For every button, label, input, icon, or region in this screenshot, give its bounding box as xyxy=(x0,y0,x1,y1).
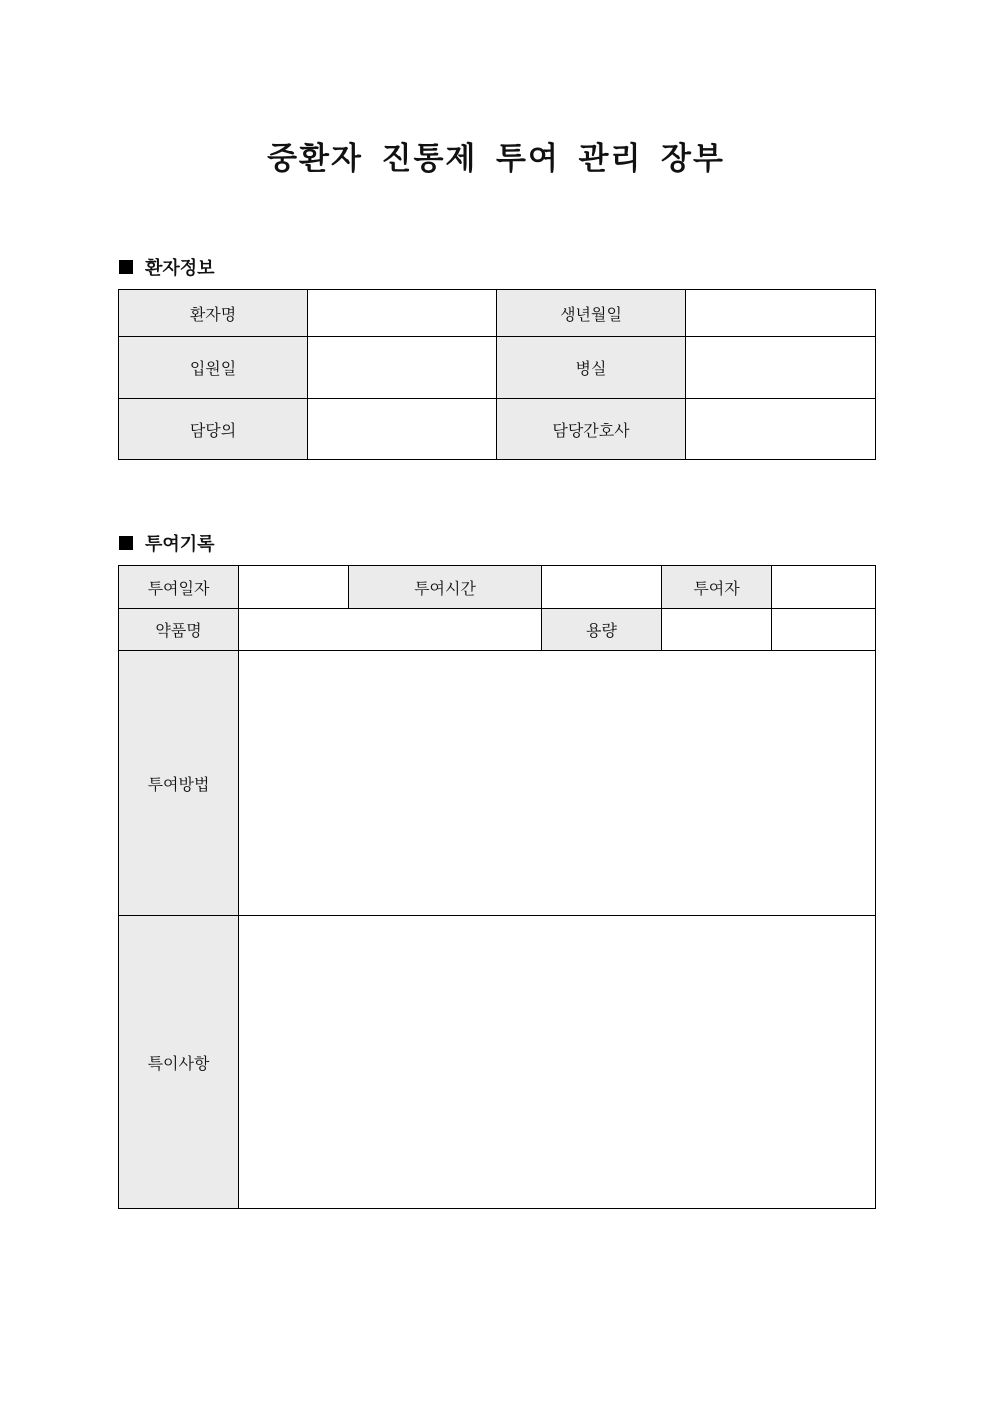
admin-date-field[interactable] xyxy=(239,566,349,609)
patient-section-heading xyxy=(119,254,215,280)
notes-field[interactable] xyxy=(239,916,876,1209)
admission-date-field[interactable] xyxy=(308,337,497,399)
doctor-field[interactable] xyxy=(308,399,497,460)
label-admin-time: 투여시간 xyxy=(349,566,542,609)
nurse-field[interactable] xyxy=(686,399,876,460)
label-patient-name: 환자명 xyxy=(119,290,308,337)
label-nurse: 담당간호사 xyxy=(497,399,686,460)
drug-name-field[interactable] xyxy=(239,609,542,651)
label-admin-date: 투여일자 xyxy=(119,566,239,609)
dose-unit-field[interactable] xyxy=(772,609,876,651)
label-birth-date: 생년월일 xyxy=(497,290,686,337)
section-title: 투여기록 xyxy=(145,534,215,554)
label-admission-date: 입원일 xyxy=(119,337,308,399)
label-administrator: 투여자 xyxy=(662,566,772,609)
administration-record-table xyxy=(118,565,876,1209)
label-method: 투여방법 xyxy=(119,651,239,916)
patient-name-field[interactable] xyxy=(308,290,497,337)
administrator-field[interactable] xyxy=(772,566,876,609)
label-notes: 특이사항 xyxy=(119,916,239,1209)
room-field[interactable] xyxy=(686,337,876,399)
label-dose: 용량 xyxy=(542,609,662,651)
square-bullet-icon xyxy=(119,536,133,550)
patient-info-table xyxy=(118,289,876,460)
label-room: 병실 xyxy=(497,337,686,399)
method-field[interactable] xyxy=(239,651,876,916)
page-title: 중환자 진통제 투여 관리 장부 xyxy=(267,141,725,176)
label-drug-name: 약품명 xyxy=(119,609,239,651)
label-doctor: 담당의 xyxy=(119,399,308,460)
record-section-heading xyxy=(119,530,215,556)
birth-date-field[interactable] xyxy=(686,290,876,337)
admin-time-field[interactable] xyxy=(542,566,662,609)
square-bullet-icon xyxy=(119,260,133,274)
section-title: 환자정보 xyxy=(145,258,215,278)
dose-field[interactable] xyxy=(662,609,772,651)
